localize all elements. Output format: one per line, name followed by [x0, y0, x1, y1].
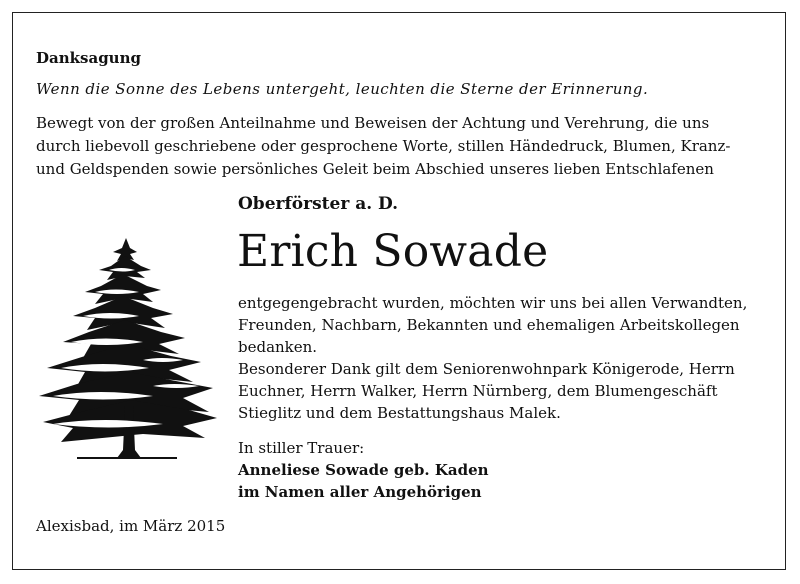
body-line: Besonderer Dank gilt dem Seniorenwohnpark Königerode, Herrn	[238, 360, 735, 378]
notice-body	[238, 292, 747, 424]
mourner-line: Anneliese Sowade geb. Kaden	[238, 461, 489, 479]
place-date: Alexisbad, im März 2015	[36, 517, 226, 535]
closing-block	[238, 437, 489, 503]
fir-tree-icon	[33, 236, 219, 468]
notice-motto: Wenn die Sonne des Lebens untergeht, leuchten die Sterne der Erinnerung.	[36, 80, 649, 98]
notice-heading: Danksagung	[36, 49, 141, 67]
closing-intro: In stiller Trauer:	[238, 439, 365, 457]
body-line: Freunden, Nachbarn, Bekannten und ehemaligen Arbeitskollegen	[238, 316, 740, 334]
mourner-line: im Namen aller Angehörigen	[238, 483, 482, 501]
intro-line: und Geldspenden sowie persönliches Geleit beim Abschied unseres lieben Entschlafenen	[36, 160, 714, 178]
body-line: Euchner, Herrn Walker, Herrn Nürnberg, dem Blumengeschäft	[238, 382, 718, 400]
intro-text	[36, 112, 730, 181]
body-line: entgegengebracht wurden, möchten wir uns bei allen Verwandten,	[238, 294, 748, 312]
deceased-name: Erich Sowade	[237, 226, 549, 277]
deceased-title: Oberförster a. D.	[238, 194, 399, 214]
intro-line: Bewegt von der großen Anteilnahme und Beweisen der Achtung und Verehrung, die uns	[36, 114, 710, 132]
body-line: bedanken.	[238, 338, 318, 356]
intro-line: durch liebevoll geschriebene oder gesprochene Worte, stillen Händedruck, Blumen, Kranz-	[36, 137, 731, 155]
body-line: Stieglitz und dem Bestattungshaus Malek.	[238, 404, 561, 422]
